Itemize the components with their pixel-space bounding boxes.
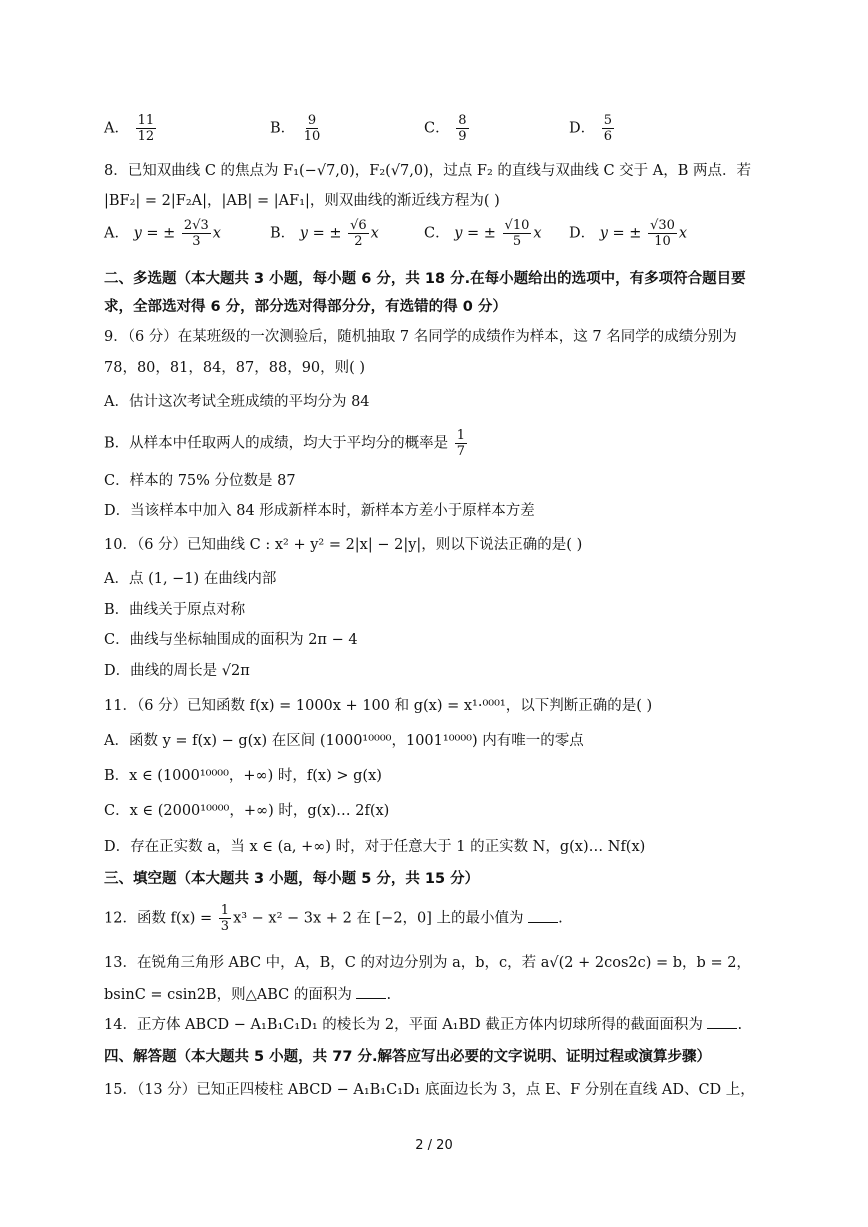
math-suffix: x [370, 225, 379, 242]
denominator: 3 [192, 234, 201, 249]
math-prefix: y = ± [133, 225, 176, 242]
q8-stem-line1: 8．已知双曲线 C 的焦点为 F₁(−√7,0)，F₂(√7,0)，过点 F₂ 的直线与双曲线 C 交于 A，B 两点．若 [104, 163, 752, 179]
denominator: 9 [458, 129, 467, 144]
q7-option-c [424, 113, 471, 144]
stem-end: . [558, 910, 563, 927]
math-prefix: y = ± [454, 225, 496, 242]
numerator: 11 [137, 113, 155, 128]
stem-text: 12．函数 f(x) = [104, 910, 213, 927]
denominator: 6 [603, 129, 613, 144]
answer-blank[interactable] [528, 908, 558, 923]
fraction [503, 218, 532, 249]
fraction [456, 113, 468, 144]
q10-option-c: C．曲线与坐标轴围成的面积为 2π − 4 [104, 632, 358, 648]
fraction [219, 903, 231, 934]
q9-stem-line1: 9．（6 分）在某班级的一次测验后，随机抽取 7 名同学的成绩作为样本，这 7 名同学的成绩分别为 [104, 329, 737, 345]
option-label: B． [270, 225, 296, 242]
option-label: C． [424, 225, 450, 242]
option-label: B． [270, 120, 296, 137]
denominator: 2 [354, 234, 363, 249]
math-prefix: y = ± [599, 225, 642, 242]
q10-stem: 10．（6 分）已知曲线 C : x² + y² = 2|x| − 2|y|，则以下说法正确的是( ) [104, 537, 583, 553]
q11-option-b: B．x ∈ (1000¹⁰⁰⁰⁰，+∞) 时，f(x) > g(x) [104, 768, 382, 784]
q9-option-b [104, 428, 469, 459]
fraction [648, 218, 677, 249]
section3-heading: 三、填空题（本大题共 3 小题，每小题 5 分，共 15 分） [104, 871, 480, 887]
option-label: D． [569, 225, 596, 242]
fraction [136, 113, 157, 144]
q10-option-a: A．点 (1, −1) 在曲线内部 [104, 571, 277, 587]
section2-heading-line2: 求，全部选对得 6 分，部分选对得部分分，有选错的得 0 分） [104, 299, 507, 315]
numerator: √10 [504, 218, 530, 233]
fraction [302, 113, 323, 144]
option-label: C． [424, 120, 450, 137]
q14-stem [104, 1014, 742, 1036]
fraction [182, 218, 211, 249]
q12-stem [104, 903, 563, 934]
math-suffix: x [678, 225, 688, 242]
q11-stem: 11．（6 分）已知函数 f(x) = 1000x + 100 和 g(x) = x¹·⁰⁰⁰¹，以下判断正确的是( ) [104, 698, 653, 714]
numerator: 2√3 [183, 218, 209, 233]
section2-heading-line1: 二、多选题（本大题共 3 小题，每小题 6 分，共 18 分.在每小题给出的选项中，有多项符合题目要 [104, 271, 746, 287]
q10-option-d: D．曲线的周长是 √2π [104, 663, 250, 679]
stem-text: x³ − x² − 3x + 2 在 [−2，0] 上的最小值为 [233, 910, 524, 927]
stem-text: bsinC = csin2B，则△ABC 的面积为 [104, 987, 352, 1003]
fraction [602, 113, 614, 144]
option-label: D． [569, 120, 596, 137]
option-label: A． [104, 225, 129, 242]
q7-option-a [104, 113, 158, 144]
q13-stem-line1: 13．在锐角三角形 ABC 中，A，B，C 的对边分别为 a，b，c，若 a√(2 + 2cos2c) = b，b = 2， [104, 955, 751, 971]
answer-blank[interactable] [707, 1014, 737, 1029]
q8-option-a [104, 218, 221, 249]
q13-stem-line2 [104, 984, 391, 1006]
q11-option-d: D．存在正实数 a，当 x ∈ (a, +∞) 时，对于任意大于 1 的正实数 N，g(x)… Nf(x) [104, 839, 646, 855]
page-number: 2 / 20 [415, 1138, 453, 1153]
q10-option-b: B．曲线关于原点对称 [104, 602, 246, 618]
q8-option-b [270, 218, 379, 249]
section4-heading: 四、解答题（本大题共 5 小题，共 77 分.解答应写出必要的文字说明、证明过程或演算步骤） [104, 1049, 711, 1065]
numerator: √6 [350, 218, 367, 233]
numerator: √30 [650, 218, 675, 233]
q7-option-b [270, 113, 324, 144]
denominator: 10 [303, 129, 321, 144]
q8-stem-line2: |BF₂| = 2|F₂A|，|AB| = |AF₁|，则双曲线的渐近线方程为( ) [104, 193, 500, 209]
numerator: 1 [220, 903, 230, 918]
q9-option-c: C．样本的 75% 分位数是 87 [104, 473, 296, 489]
denominator: 12 [137, 129, 155, 144]
numerator: 9 [307, 113, 317, 128]
option-label: A． [104, 120, 129, 137]
q7-option-d [569, 113, 616, 144]
q8-option-c [424, 218, 542, 249]
numerator: 5 [603, 113, 613, 128]
fraction [455, 428, 467, 459]
q8-option-d [569, 218, 687, 249]
math-prefix: y = ± [299, 225, 342, 242]
q9-option-a: A．估计这次考试全班成绩的平均分为 84 [104, 394, 370, 410]
q15-stem: 15．（13 分）已知正四棱柱 ABCD − A₁B₁C₁D₁ 底面边长为 3，点 E、F 分别在直线 AD、CD 上， [104, 1082, 755, 1098]
numerator: 1 [456, 428, 466, 443]
denominator: 3 [220, 919, 230, 934]
denominator: 5 [512, 234, 522, 249]
numerator: 8 [458, 113, 467, 128]
math-suffix: x [533, 225, 542, 242]
fraction [348, 218, 369, 249]
stem-end: . [737, 1017, 743, 1033]
q9-stem-line2: 78，80，81，84，87，88，90，则( ) [104, 360, 366, 376]
math-suffix: x [212, 225, 221, 242]
q11-option-c: C．x ∈ (2000¹⁰⁰⁰⁰，+∞) 时，g(x)… 2f(x) [104, 803, 390, 819]
stem-text: 14．正方体 ABCD − A₁B₁C₁D₁ 的棱长为 2，平面 A₁BD 截正方体内切球所得的截面面积为 [104, 1017, 703, 1033]
stem-end: . [386, 987, 392, 1003]
q9-option-d: D．当该样本中加入 84 形成新样本时，新样本方差小于原样本方差 [104, 503, 535, 519]
option-text: B．从样本中任取两人的成绩，均大于平均分的概率是 [104, 435, 449, 452]
denominator: 7 [456, 444, 466, 459]
q11-option-a: A．函数 y = f(x) − g(x) 在区间 (1000¹⁰⁰⁰⁰，1001¹⁰⁰⁰⁰) 内有唯一的零点 [104, 733, 584, 749]
answer-blank[interactable] [356, 984, 386, 999]
denominator: 10 [654, 234, 671, 249]
